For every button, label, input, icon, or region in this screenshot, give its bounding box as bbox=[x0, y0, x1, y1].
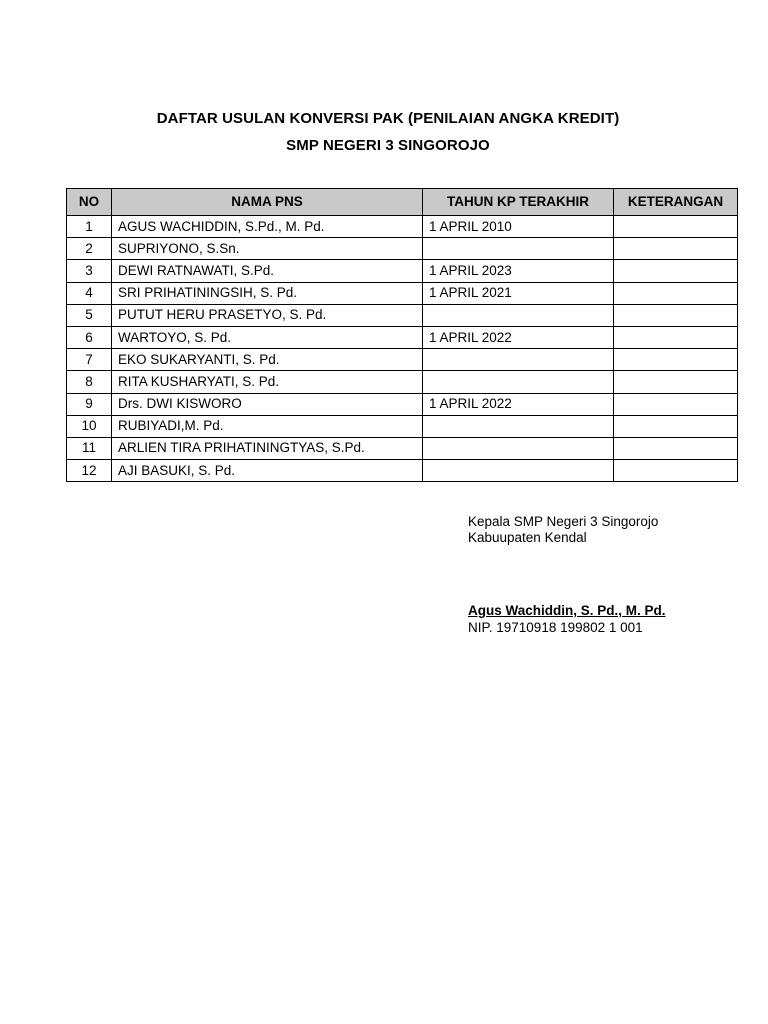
school-name-title: SMP NEGERI 3 SINGOROJO bbox=[286, 137, 490, 154]
row-year bbox=[423, 371, 614, 393]
row-year bbox=[423, 415, 614, 437]
table-row bbox=[67, 460, 738, 482]
row-name: WARTOYO, S. Pd. bbox=[112, 326, 423, 348]
row-year: 1 APRIL 2010 bbox=[423, 216, 614, 238]
document-title: DAFTAR USULAN KONVERSI PAK (PENILAIAN ANGKA KREDIT) bbox=[156, 110, 620, 127]
row-note bbox=[614, 415, 738, 437]
table-row bbox=[67, 349, 738, 371]
row-no: 12 bbox=[67, 460, 112, 482]
row-no: 1 bbox=[67, 216, 112, 238]
signer-name: Agus Wachiddin, S. Pd., M. Pd. bbox=[468, 603, 666, 618]
row-no: 4 bbox=[67, 282, 112, 304]
row-name: SRI PRIHATININGSIH, S. Pd. bbox=[112, 282, 423, 304]
row-year bbox=[423, 437, 614, 459]
table-row bbox=[67, 437, 738, 459]
row-no: 6 bbox=[67, 326, 112, 348]
row-name: AJI BASUKI, S. Pd. bbox=[112, 460, 423, 482]
row-name: EKO SUKARYANTI, S. Pd. bbox=[112, 349, 423, 371]
employee-table bbox=[66, 188, 738, 482]
row-year bbox=[423, 304, 614, 326]
row-year bbox=[423, 349, 614, 371]
signer-position: Kepala SMP Negeri 3 Singorojo bbox=[468, 514, 659, 529]
header-year: TAHUN KP TERAKHIR bbox=[423, 189, 614, 216]
row-note bbox=[614, 282, 738, 304]
table-row bbox=[67, 216, 738, 238]
row-note bbox=[614, 326, 738, 348]
header-name: NAMA PNS bbox=[112, 189, 423, 216]
signer-nip: NIP. 19710918 199802 1 001 bbox=[468, 620, 643, 635]
row-no: 10 bbox=[67, 415, 112, 437]
row-no: 11 bbox=[67, 437, 112, 459]
row-year bbox=[423, 460, 614, 482]
table-row bbox=[67, 371, 738, 393]
row-name: RITA KUSHARYATI, S. Pd. bbox=[112, 371, 423, 393]
table-row bbox=[67, 282, 738, 304]
table-body bbox=[67, 216, 738, 482]
row-name: PUTUT HERU PRASETYO, S. Pd. bbox=[112, 304, 423, 326]
table-row bbox=[67, 393, 738, 415]
row-name: AGUS WACHIDDIN, S.Pd., M. Pd. bbox=[112, 216, 423, 238]
row-year bbox=[423, 238, 614, 260]
row-note bbox=[614, 437, 738, 459]
table-header bbox=[67, 189, 738, 216]
row-note bbox=[614, 238, 738, 260]
row-note bbox=[614, 304, 738, 326]
row-note bbox=[614, 260, 738, 282]
table-header-row bbox=[67, 189, 738, 216]
row-note bbox=[614, 349, 738, 371]
table-row bbox=[67, 260, 738, 282]
row-note bbox=[614, 460, 738, 482]
row-year: 1 APRIL 2022 bbox=[423, 393, 614, 415]
row-name: ARLIEN TIRA PRIHATININGTYAS, S.Pd. bbox=[112, 437, 423, 459]
row-no: 7 bbox=[67, 349, 112, 371]
row-no: 5 bbox=[67, 304, 112, 326]
row-no: 3 bbox=[67, 260, 112, 282]
row-year: 1 APRIL 2022 bbox=[423, 326, 614, 348]
header-note: KETERANGAN bbox=[614, 189, 738, 216]
row-name: Drs. DWI KISWORO bbox=[112, 393, 423, 415]
row-no: 9 bbox=[67, 393, 112, 415]
table-row bbox=[67, 326, 738, 348]
row-year: 1 APRIL 2021 bbox=[423, 282, 614, 304]
row-no: 2 bbox=[67, 238, 112, 260]
header-no: NO bbox=[67, 189, 112, 216]
row-name: SUPRIYONO, S.Sn. bbox=[112, 238, 423, 260]
row-name: RUBIYADI,M. Pd. bbox=[112, 415, 423, 437]
row-note bbox=[614, 371, 738, 393]
row-note bbox=[614, 393, 738, 415]
table-row bbox=[67, 238, 738, 260]
row-note bbox=[614, 216, 738, 238]
row-no: 8 bbox=[67, 371, 112, 393]
row-year: 1 APRIL 2023 bbox=[423, 260, 614, 282]
row-name: DEWI RATNAWATI, S.Pd. bbox=[112, 260, 423, 282]
table-row bbox=[67, 304, 738, 326]
table-row bbox=[67, 415, 738, 437]
signer-region: Kabuupaten Kendal bbox=[468, 530, 587, 545]
